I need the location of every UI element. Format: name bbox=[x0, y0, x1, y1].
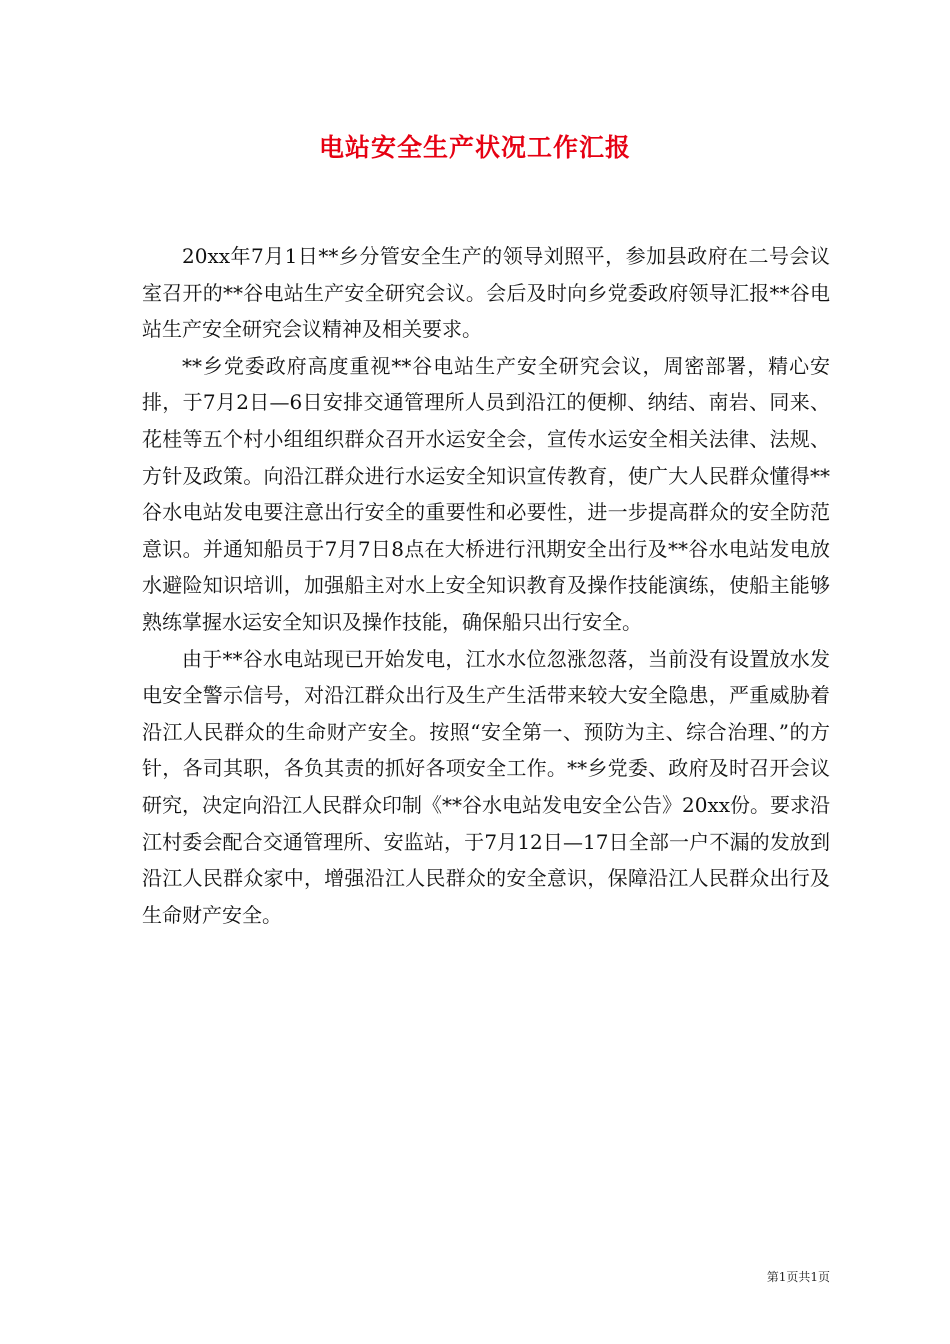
paragraph-2: **乡党委政府高度重视**谷电站生产安全研究会议，周密部署，精心安排，于7月2日—6日安排交通管理所人员到沿江的便柳、纳结、南岩、同来、花桂等五个村小组组织群众召开水运安全会，宣传水运安全相关法律、法规、方针及政策。向沿江群众进行水运安全知识宣传教育，使广大人民群众懂得**谷水电站发电要注意出行安全的重要性和必要性，进一步提高群众的安全防范意识。并通知船员于7月7日8点在大桥进行汛期安全出行及**谷水电站发电放水避险知识培训，加强船主对水上安全知识教育及操作技能演练，使船主能够熟练掌握水运安全知识及操作技能，确保船只出行安全。 bbox=[142, 353, 830, 634]
paragraph-3: 由于**谷水电站现已开始发电，江水水位忽涨忽落，当前没有设置放水发电安全警示信号，对沿江群众出行及生产生活带来较大安全隐患，严重威胁着沿江人民群众的生命财产安全。按照“安全第一、预防为主、综合治理、”的方针，各司其职，各负其责的抓好各项安全工作。**乡党委、政府及时召开会议研究，决定向沿江人民群众印制《**谷水电站发电安全公告》20xx份。要求沿江村委会配合交通管理所、安监站，于7月12日—17日全部一户不漏的发放到沿江人民群众家中，增强沿江人民群众的安全意识，保障沿江人民群众出行及生命财产安全。 bbox=[142, 646, 831, 927]
document-title: 电站安全生产状况工作汇报 bbox=[318, 133, 631, 162]
page-number-label: 第1页共1页 bbox=[766, 1270, 830, 1284]
document-body bbox=[142, 238, 830, 933]
paragraph-1: 20xx年7月1日**乡分管安全生产的领导刘照平，参加县政府在二号会议室召开的**谷电站生产安全研究会议。会后及时向乡党委政府领导汇报**谷电站生产安全研究会议精神及相关要求。 bbox=[142, 244, 830, 342]
page-number-footer bbox=[690, 1268, 830, 1286]
